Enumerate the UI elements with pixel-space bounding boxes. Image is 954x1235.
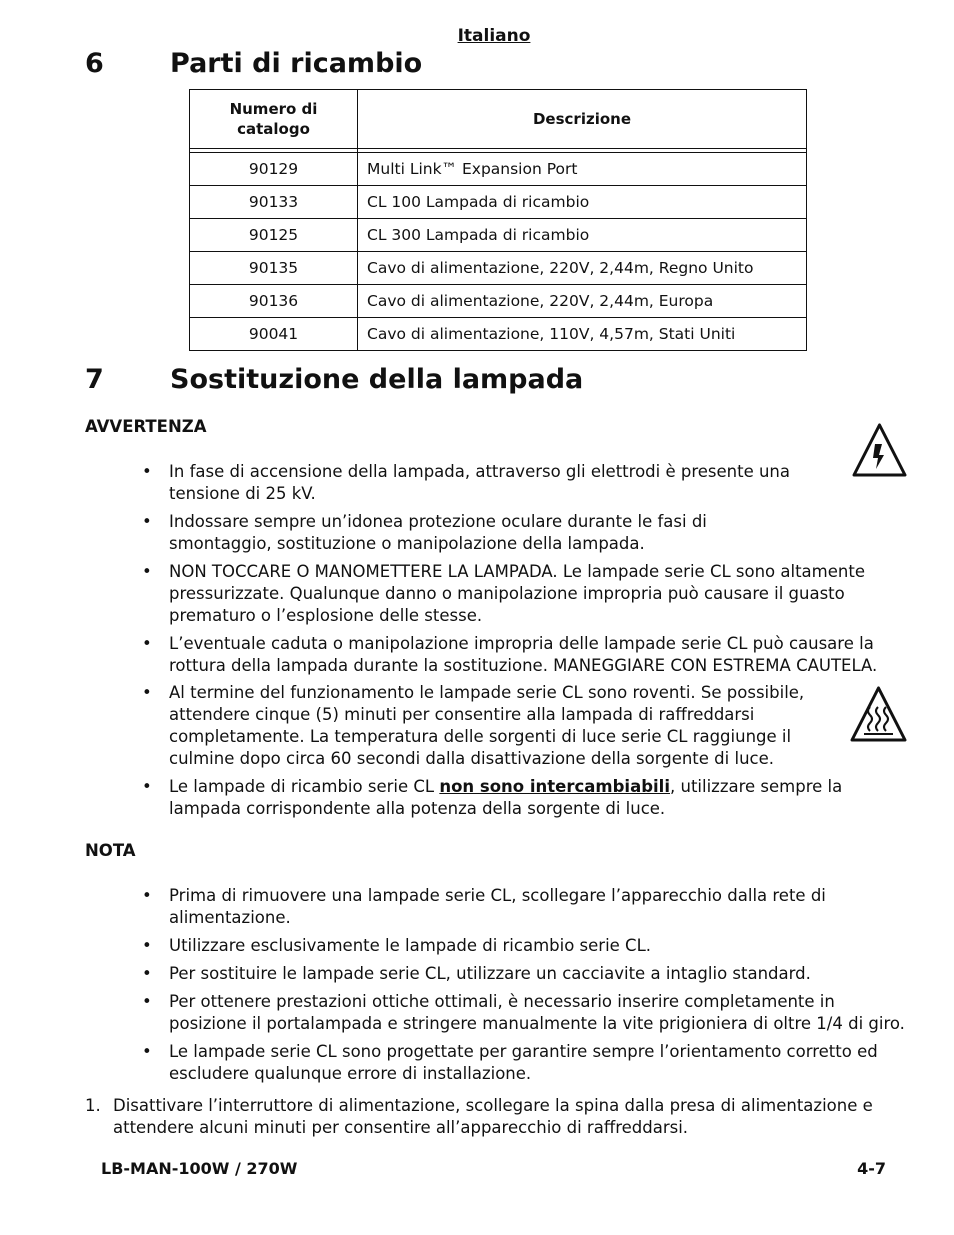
section-title: Parti di ricambio — [170, 48, 423, 79]
warning-list — [142, 461, 802, 561]
list-item: • Per sostituire le lampade serie CL, utilizzare un cacciavite a intaglio standard. — [142, 964, 811, 983]
catalog-number-cell: 90135 — [190, 252, 358, 285]
column-header-catalog: Numero di catalogo — [190, 90, 358, 149]
list-item: • Al termine del funzionamento le lampade serie CL sono roventi. Se possibile, attendere cinque (5) minuti per consentire alla lampada di raffreddarsi completamente. La temperatura delle sorgenti di luce serie CL raggiunge il culmine dopo circa 60 secondi dalla disattivazione della sorgente di luce. — [142, 683, 805, 768]
emphasis-text: non sono intercambiabili — [439, 777, 670, 796]
list-item: • Prima di rimuovere una lampade serie CL, scollegare l’apparecchio dalla rete di alimentazione. — [142, 886, 826, 927]
table-row — [190, 285, 807, 318]
catalog-number-cell: 90129 — [190, 153, 358, 186]
step-number: 1. — [85, 1096, 101, 1115]
table-row — [190, 153, 807, 186]
section-title: Sostituzione della lampada — [170, 364, 584, 395]
warning-list-hot — [142, 682, 812, 776]
section-number: 7 — [85, 364, 104, 395]
hot-surface-warning-icon — [850, 685, 907, 743]
table-row — [190, 219, 807, 252]
list-item: • L’eventuale caduta o manipolazione impropria delle lampade serie CL può causare la rottura della lampada durante la sostituzione. MANEGGIARE CON ESTREMA CAUTELA. — [142, 634, 878, 675]
step-text: Disattivare l’interruttore di alimentazione, scollegare la spina dalla presa di alimentazione e attendere alcuni minuti per consentire all’apparecchio di raffreddarsi. — [113, 1096, 873, 1137]
list-item: • In fase di accensione della lampada, attraverso gli elettrodi è presente una tensione di 25 kV. — [142, 462, 791, 503]
catalog-number-cell: 90133 — [190, 186, 358, 219]
catalog-number-cell: 90125 — [190, 219, 358, 252]
catalog-number-cell: 90041 — [190, 318, 358, 351]
table-row — [190, 318, 807, 351]
list-item: • Indossare sempre un’idonea protezione oculare durante le fasi di smontaggio, sostituzione o manipolazione della lampada. — [142, 512, 707, 553]
warning-list-continued — [142, 561, 912, 683]
list-item: • Le lampade serie CL sono progettate per garantire sempre l’orientamento corretto ed escludere qualunque errore di installazione. — [142, 1042, 878, 1083]
description-cell: Cavo di alimentazione, 220V, 2,44m, Regno Unito — [358, 252, 807, 285]
procedure-step — [85, 1095, 885, 1145]
note-heading: NOTA — [85, 841, 136, 860]
list-item: • Utilizzare esclusivamente le lampade di ricambio serie CL. — [142, 936, 652, 955]
description-cell: Cavo di alimentazione, 110V, 4,57m, Stati Uniti — [358, 318, 807, 351]
list-item: • Le lampade di ricambio serie CL non sono intercambiabili, utilizzare sempre la lampada corrispondente alla potenza della sorgente di luce. — [142, 777, 843, 818]
note-list — [142, 885, 912, 1091]
description-cell: Multi Link™ Expansion Port — [358, 153, 807, 186]
list-item: • Per ottenere prestazioni ottiche ottimali, è necessario inserire completamente in posizione il portalampada e stringere manualmente la vite prigioniera di oltre 1/4 di giro. — [142, 992, 905, 1033]
footer-page-number: 4-7 — [857, 1159, 886, 1178]
table-row — [190, 252, 807, 285]
warning-list-last — [142, 776, 912, 826]
description-cell: Cavo di alimentazione, 220V, 2,44m, Europa — [358, 285, 807, 318]
table-header-row — [190, 90, 807, 149]
column-header-description: Descrizione — [358, 90, 807, 149]
section-7-heading — [85, 366, 785, 396]
list-item: • NON TOCCARE O MANOMETTERE LA LAMPADA. Le lampade serie CL sono altamente pressurizzate. Qualunque danno o manipolazione impropria può causare il guasto prematuro o l’esplosione delle stesse. — [142, 562, 865, 625]
description-cell: CL 100 Lampada di ricambio — [358, 186, 807, 219]
table-row — [190, 186, 807, 219]
section-6-heading — [85, 50, 585, 80]
high-voltage-warning-icon — [852, 422, 907, 478]
catalog-number-cell: 90136 — [190, 285, 358, 318]
page-language-header: Italiano — [457, 26, 531, 46]
section-number: 6 — [85, 48, 104, 79]
warning-heading: AVVERTENZA — [85, 417, 207, 436]
description-cell: CL 300 Lampada di ricambio — [358, 219, 807, 252]
footer-document-id: LB-MAN-100W / 270W — [101, 1159, 298, 1178]
spare-parts-table — [189, 89, 807, 351]
